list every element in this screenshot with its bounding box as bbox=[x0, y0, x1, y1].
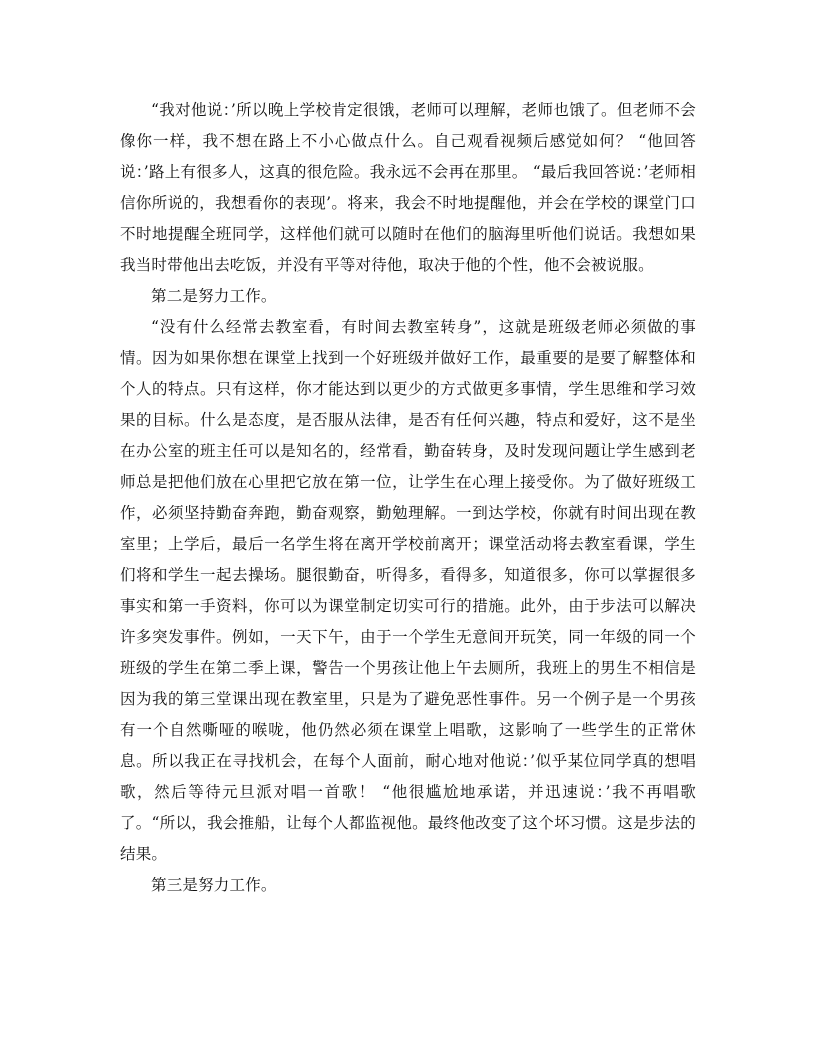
paragraph-dialogue: “我对他说：’所以晚上学校肯定很饿，老师可以理解，老师也饿了。但老师不会像你一样，我不想在路上不小心做点什么。自己观看视频后感觉如何？ “他回答说：’路上有很多人，这真的很危险。我永远不会再在那里。 “最后我回答说：’老师相信你所说的，我想看你的表现’。将来，我会不时地提醒他，并会在学校的课堂门口不时地提醒全班同学，这样他们就可以随时在他们的脑海里听他们说话。我想如果我当时带他出去吃饭，并没有平等对待他，取决于他的个性，他不会被说服。 bbox=[120, 101, 696, 274]
document-page bbox=[120, 95, 696, 901]
paragraph-classroom-work: “没有什么经常去教室看，有时间去教室转身”，这就是班级老师必须做的事情。因为如果你想在课堂上找到一个好班级并做好工作，最重要的是要了解整体和个人的特点。只有这样，你才能达到以更少的方式做更多事情，学生思维和学习效果的目标。什么是态度，是否服从法律，是否有任何兴趣，特点和爱好，这不是坐在办公室的班主任可以是知名的，经常看，勤奋转身，及时发现问题让学生感到老师总是把他们放在心里把它放在第一位，让学生在心理上接受你。为了做好班级工作，必须坚持勤奋奔跑，勤奋观察，勤勉理解。一到达学校，你就有时间出现在教室里；上学后，最后一名学生将在离开学校前离开；课堂活动将去教室看课，学生们将和学生一起去操场。腿很勤奋，听得多，看得多，知道很多，你可以掌握很多事实和第一手资料，你可以为课堂制定切实可行的措施。此外，由于步法可以解决许多突发事件。例如，一天下午，由于一个学生无意间开玩笑，同一年级的同一个班级的学生在第二季上课，警告一个男孩让他上午去厕所，我班上的男生不相信是因为我的第三堂课出现在教室里，只是为了避免恶性事件。另一个例子是一个男孩有一个自然嘶哑的喉咙，他仍然必须在课堂上唱歌，这影响了一些学生的正常休息。所以我正在寻找机会，在每个人面前，耐心地对他说：’似乎某位同学真的想唱歌，然后等待元旦派对唱一首歌！ “他很尴尬地承诺，并迅速说：’我不再唱歌了。“所以，我会推船，让每个人都监视他。最终他改变了这个坏习惯。这是步法的结果。 bbox=[120, 318, 696, 863]
section-heading-second: 第二是努力工作。 bbox=[151, 287, 277, 305]
section-heading-third: 第三是努力工作。 bbox=[151, 876, 277, 894]
